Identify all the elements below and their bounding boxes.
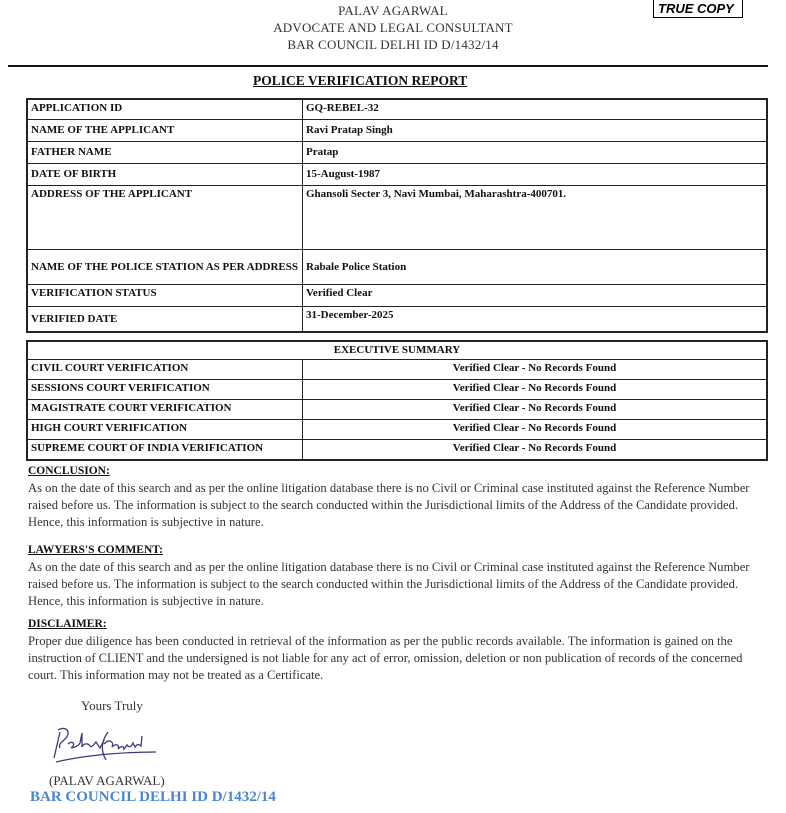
- field-label: NAME OF THE APPLICANT: [27, 119, 303, 141]
- court-status: Verified Clear - No Records Found: [303, 439, 768, 460]
- advocate-designation: ADVOCATE AND LEGAL CONSULTANT: [273, 20, 513, 35]
- signatory-name: (PALAV AGARWAL): [49, 773, 165, 788]
- field-label: APPLICATION ID: [27, 99, 303, 119]
- field-value: GQ-REBEL-32: [303, 99, 768, 119]
- table-row: [27, 284, 767, 306]
- field-value: 15-August-1987: [303, 163, 768, 185]
- field-label: DATE OF BIRTH: [27, 163, 303, 185]
- field-value: Verified Clear: [303, 284, 768, 306]
- conclusion-text: As on the date of this search and as per the online litigation database there is no Civil or Criminal case instituted against the Reference Number raised before us. The information is subject to the search conducted within the Jurisdictional limits of the Address of the Candidate provided. Hence, this information is subjective in nature.: [28, 481, 750, 529]
- report-title: POLICE VERIFICATION REPORT: [253, 73, 468, 88]
- disclaimer-heading: DISCLAIMER:: [28, 618, 107, 630]
- table-row: [27, 306, 767, 332]
- table-row: [27, 185, 767, 249]
- summary-heading: EXECUTIVE SUMMARY: [27, 341, 767, 359]
- signature-image: [50, 722, 160, 764]
- court-status: Verified Clear - No Records Found: [303, 399, 768, 419]
- court-label: MAGISTRATE COURT VERIFICATION: [27, 399, 303, 419]
- court-label: SUPREME COURT OF INDIA VERIFICATION: [27, 439, 303, 460]
- table-row: [27, 439, 767, 460]
- advocate-bar-id: BAR COUNCIL DELHI ID D/1432/14: [287, 37, 499, 52]
- header-divider: [8, 65, 768, 67]
- table-row: [27, 163, 767, 185]
- true-copy-stamp: TRUE COPY: [653, 0, 743, 18]
- table-row: [27, 379, 767, 399]
- applicant-details-table: [26, 98, 768, 333]
- field-value: Ghansoli Secter 3, Navi Mumbai, Maharashtra-400701.: [303, 185, 768, 249]
- table-row: [27, 249, 767, 284]
- field-value: Rabale Police Station: [303, 249, 768, 284]
- field-label: FATHER NAME: [27, 141, 303, 163]
- field-label: ADDRESS OF THE APPLICANT: [27, 185, 303, 249]
- field-value: 31-December-2025: [303, 306, 768, 332]
- field-label: VERIFIED DATE: [27, 306, 303, 332]
- conclusion-heading: CONCLUSION:: [28, 465, 110, 477]
- table-row: [27, 99, 767, 119]
- disclaimer-section: [28, 616, 768, 684]
- disclaimer-text: Proper due diligence has been conducted in retrieval of the information as per the public records available. The information is gained on the instruction of CLIENT and the undersigned is not liable for any act of error, omission, deletion or non publication of records of the concerned court. This information may not be treated as a Certificate.: [28, 634, 743, 682]
- table-row: [27, 399, 767, 419]
- table-row: [27, 119, 767, 141]
- signatory-bar-id: BAR COUNCIL DELHI ID D/1432/14: [30, 789, 276, 805]
- court-label: SESSIONS COURT VERIFICATION: [27, 379, 303, 399]
- field-value: Pratap: [303, 141, 768, 163]
- field-label: VERIFICATION STATUS: [27, 284, 303, 306]
- executive-summary-table: [26, 340, 768, 461]
- field-label: NAME OF THE POLICE STATION AS PER ADDRESS: [27, 249, 303, 284]
- table-row: [27, 359, 767, 379]
- advocate-name: PALAV AGARWAL: [338, 3, 448, 18]
- conclusion-section: [28, 463, 768, 531]
- court-status: Verified Clear - No Records Found: [303, 419, 768, 439]
- table-row: [27, 419, 767, 439]
- court-status: Verified Clear - No Records Found: [303, 359, 768, 379]
- closing-text: Yours Truly: [81, 698, 143, 713]
- lawyers-comment-section: [28, 542, 768, 610]
- lawyers-comment-text: As on the date of this search and as per the online litigation database there is no Civil or Criminal case instituted against the Reference Number raised before us. The information is subject to the search conducted within the Jurisdictional limits of the Address of the Candidate provided. Hence, this information is subjective in nature.: [28, 560, 750, 608]
- court-label: HIGH COURT VERIFICATION: [27, 419, 303, 439]
- court-status: Verified Clear - No Records Found: [303, 379, 768, 399]
- court-label: CIVIL COURT VERIFICATION: [27, 359, 303, 379]
- field-value: Ravi Pratap Singh: [303, 119, 768, 141]
- table-row: [27, 141, 767, 163]
- lawyers-comment-heading: LAWYERS'S COMMENT:: [28, 544, 163, 556]
